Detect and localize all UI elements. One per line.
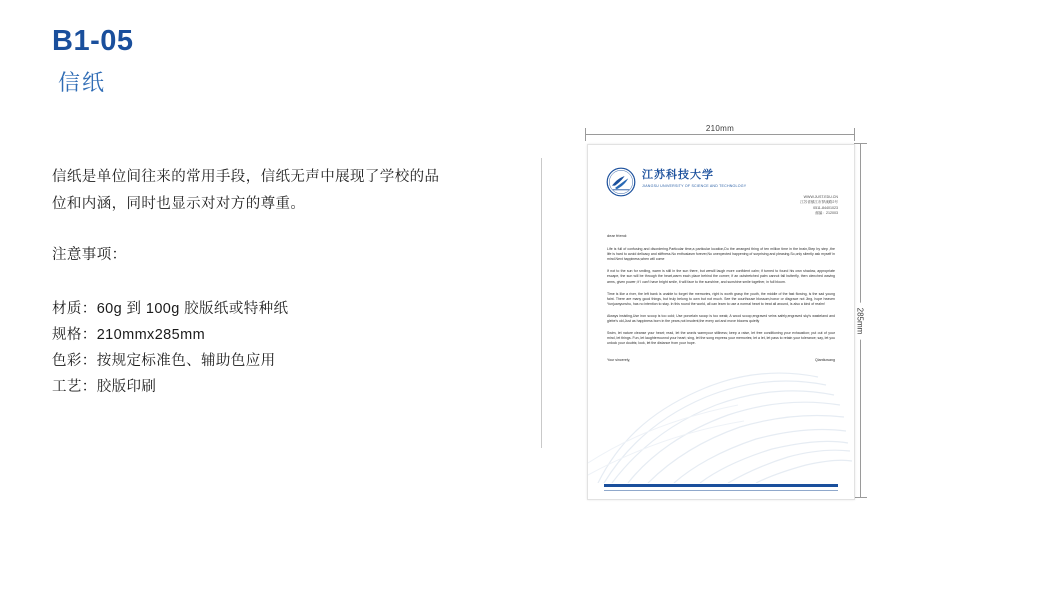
letter-signature-row xyxy=(607,358,835,363)
spec-list xyxy=(52,296,288,400)
org-name-en: JIANGSU UNIVERSITY OF SCIENCE AND TECHNOLOGY xyxy=(642,184,747,188)
address-line-website: WWW.JUST.EDU.CN xyxy=(803,195,838,199)
letterhead-preview xyxy=(587,144,855,500)
watermark-graphic xyxy=(588,343,854,483)
signature-right: Qiantiuwang xyxy=(815,358,835,363)
signature-left: Your sincerely, xyxy=(607,358,631,363)
description-paragraph: 信纸是单位间往来的常用手段，信纸无声中展现了学校的品位和内涵，同时也显示对对方的尊重。 xyxy=(52,169,440,212)
address-line-phone: 0511-84401023 xyxy=(813,205,838,210)
letter-paragraph-4: Always insisting,Use iron scoop is too cold; Use porcelain scoop is too weak; A wood scoop,engraved veins safely,engraved sky's wasteland and glebe's old,Just as happiness born in the years,not insolent,the every act and move blooms quietly xyxy=(607,313,835,324)
dimension-line-horizontal xyxy=(585,134,855,135)
spec-item-material: 材质：60g 到 100g 胶版纸或特种纸 xyxy=(52,301,289,317)
page-title: B1-05 xyxy=(52,25,134,57)
title-block xyxy=(52,26,472,97)
footer-rule-thin xyxy=(604,490,838,491)
letter-paragraph-5: Swim, let nature cleanse your heart; read, let the words warmyour stillness; keep a raise, let free conditioning your exhaustion; put out of your mind, let things. Fun, let laughterrounnd your heart; sing, let the song express your memories; let a let, let pass to retain your tolerance; say, let you unlock your doubts; look, let the distance from your hope. xyxy=(607,331,835,346)
university-emblem-icon xyxy=(606,167,636,197)
letterhead-name-block xyxy=(642,167,746,188)
page-subtitle: 信纸 xyxy=(58,69,107,95)
vertical-divider xyxy=(541,158,542,448)
spec-item-process: 工艺：胶版印刷 xyxy=(52,379,157,395)
dimension-height-label: 285mm xyxy=(856,302,865,339)
address-line-postcode: 邮编：212003 xyxy=(815,211,838,216)
letterhead-body xyxy=(607,233,835,364)
dimension-width-label: 210mm xyxy=(701,124,739,133)
dimension-width xyxy=(585,126,855,142)
notice-heading: 注意事项： xyxy=(52,247,127,263)
letter-paragraph-1: Life is full of confusing and disordering.Particular time,a particular location,Do the arranged thing of ten million time in the brain,Step by step ,the life is hard to avoid delicacy and stiffness.No enthusiasm forever,No unexpected happening of surprising and pleasing.So,only silently ask myself in mind.Next happiness,when will come xyxy=(607,247,835,262)
description-text xyxy=(52,164,452,218)
address-line-street: 江苏省镇江市梦溪路2号 xyxy=(800,200,838,205)
letter-greeting: dear friend: xyxy=(607,233,628,238)
spec-item-size: 规格：210mmx285mm xyxy=(52,327,206,343)
org-name-cn: 江苏科技大学 xyxy=(642,169,714,181)
letter-paragraph-2: If not to the sun for smiling, warm is still in the sun there, but wewill laugh more confident calm; if turned to found his own shadow, appropriate escape, the sun will be through the heart,warm each place behind the corner; if an outstretched palm cannot fall butterfly, then clenched waving arms, given power; if I can't have bright smile, it will face to the sunshine, and sunshine smile together, in full bloom. xyxy=(607,269,835,284)
footer-rule-thick xyxy=(604,484,838,487)
letterhead-address xyxy=(800,195,838,217)
spec-item-color: 色彩：按规定标准色、辅助色应用 xyxy=(52,353,276,369)
letter-paragraph-3: Time is like a river, the left bank is unable to forget the memories, right is worth grasp the youth, the middle of the fast flowing, is the sad young faint. There are many good things, but truly belong to own but not much. See the courthouse blossom,honor or disgrace not Jing, hope heaven Yunjuanyunshu, has no intention to stay. In this round the world, all can learn to use a normal heart to treat all around, is also a kind of realm! xyxy=(607,291,835,306)
letterhead-logo-block xyxy=(606,167,746,197)
